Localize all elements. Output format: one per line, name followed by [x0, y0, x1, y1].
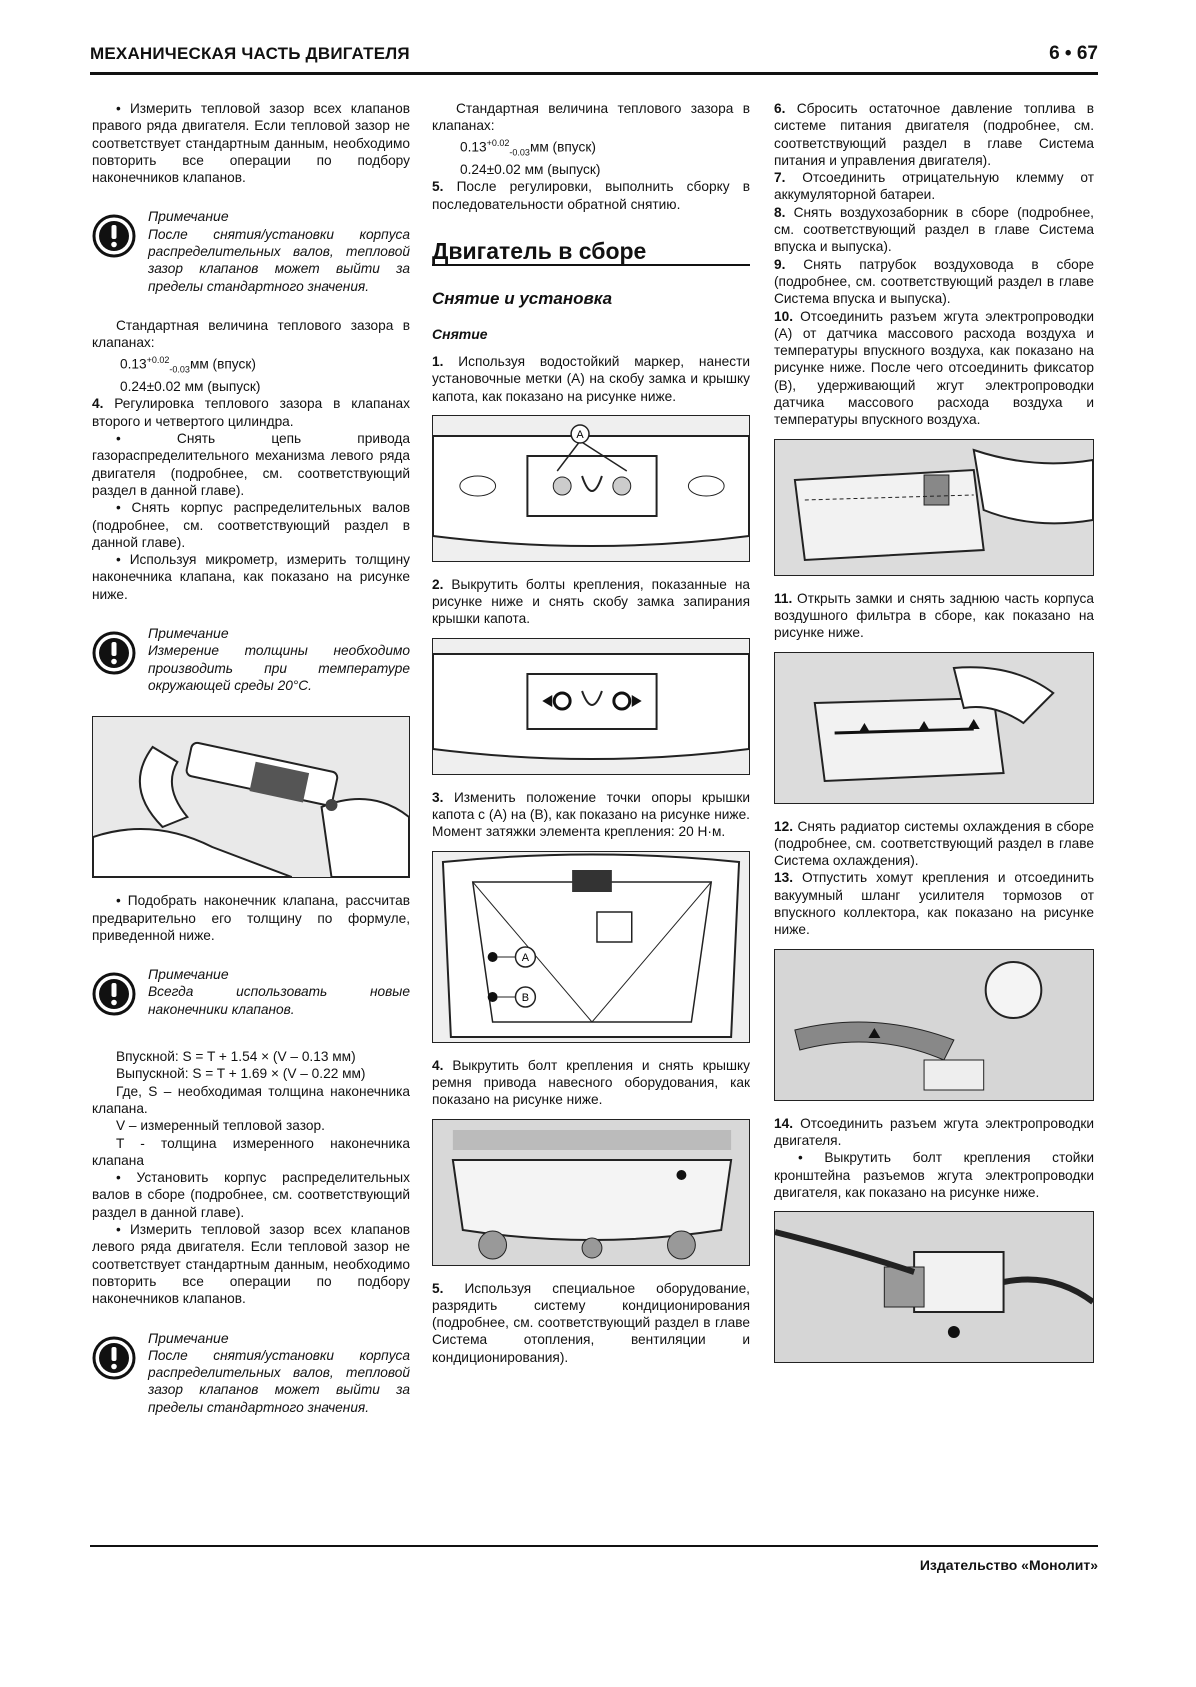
spec-line: $0.13^{+0.02}_{-0.03}мм$ (впуск)	[120, 354, 256, 374]
page-number: 6 • 67	[1049, 43, 1098, 64]
latch-bolts-figure	[432, 638, 750, 775]
step: 4. Выкрутить болт крепления и снять крышку ремня привода навесного оборудования, как показано на рисунке ниже.	[432, 1057, 750, 1108]
note-block	[92, 625, 410, 694]
publisher: Издательство «Монолит»	[919, 1557, 1098, 1573]
step: 10. Отсоединить разъем жгута электропроводки (А) от датчика массового расхода воздуха и температуры впускного воздуха, как показано на рисунке ниже. После чего отсоединить фиксатор (В), удерживающий жгут электропроводки датчика массового расхода воздуха и температуры впускного воздуха.	[774, 308, 1094, 428]
callout-a: A	[521, 951, 530, 964]
vacuum-hose-figure	[774, 949, 1094, 1101]
formula: V – измеренный тепловой зазор.	[116, 1118, 325, 1134]
note-text: После снятия/установки корпуса распределительных валов, тепловой зазор клапанов может выйти за пределы стандартного значения.	[148, 226, 410, 294]
hood-latch-figure	[432, 415, 750, 562]
callout-b: B	[521, 991, 530, 1004]
column-1	[92, 100, 410, 1438]
note-heading: Примечание	[148, 208, 229, 225]
maf-sensor-figure	[774, 439, 1094, 576]
step: 4. Регулировка теплового зазора в клапанах второго и четвертого цилиндра.	[92, 396, 410, 429]
step: 13. Отпустить хомут крепления и отсоединить вакуумный шланг усилителя тормозов от впускного коллектора, как показано на рисунке ниже.	[774, 870, 1094, 938]
exclamation-icon	[92, 214, 136, 258]
formula: Выпускной: S = T + 1.69 × (V – 0.22 мм)	[116, 1066, 366, 1082]
callout-a: A	[576, 428, 584, 441]
note-text: Измерение толщины необходимо производить при температуре окружающей среды 20°С.	[148, 643, 410, 693]
paragraph: • Измерить тепловой зазор всех клапанов правого ряда двигателя. Если тепловой зазор не соответствует стандартным данным, необходимо повторить все операции по подбору наконечников клапанов.	[92, 101, 410, 186]
step: 2. Выкрутить болты крепления, показанные на рисунке ниже и снять скобу замка запирания крышки капота.	[432, 576, 750, 627]
paragraph: Стандартная величина теплового зазора в клапанах:	[432, 101, 750, 134]
step: 9. Снять патрубок воздуховода в сборе (подробнее, см. соответствующий раздел в главе Система впуска и выпуска).	[774, 256, 1095, 307]
bullet: • Установить корпус распределительных валов в сборе (подробнее, см. соответствующий раздел в данной главе).	[92, 1170, 410, 1220]
paragraph: Стандартная величина теплового зазора в клапанах:	[92, 317, 410, 351]
hood-support-figure	[432, 851, 750, 1043]
note-heading: Примечание	[148, 966, 229, 983]
note-text: После снятия/установки корпуса распределительных валов, тепловой зазор клапанов может выйти за пределы стандартного значения.	[148, 1347, 410, 1415]
section-heading: Двигатель в сборе	[432, 243, 750, 266]
step: 3. Изменить положение точки опоры крышки капота с (А) на (В), как показано на рисунке ниже. Момент затяжки элемента крепления: 20 Н·м.	[432, 789, 750, 840]
step: 12. Снять радиатор системы охлаждения в сборе (подробнее, см. соответствующий раздел в главе Система охлаждения).	[774, 818, 1095, 869]
exclamation-icon	[92, 1336, 136, 1380]
step: 6. Сбросить остаточное давление топлива в системе питания двигателя (подробнее, см. соответствующий раздел в главе Система питания и управления двигателя).	[774, 101, 1094, 168]
micrometer-figure	[92, 716, 410, 878]
step: 5. Используя специальное оборудование, разрядить систему кондиционирования (подробнее, см. соответствующий раздел в главе Система отопления, вентиляции и кондиционирования).	[432, 1280, 750, 1365]
procedure-heading: Снятие	[432, 325, 488, 342]
step: 14. Отсоединить разъем жгута электропроводки двигателя.	[774, 1115, 1094, 1148]
formula: Впускной: S = T + 1.54 × (V – 0.13 мм)	[116, 1049, 356, 1065]
bullet: • Подобрать наконечник клапана, рассчитав предварительно его толщину по формуле, приведенной ниже.	[92, 893, 410, 943]
note-block	[92, 208, 410, 294]
column-3	[774, 100, 1094, 1377]
spec-line: 0.24±0.02 мм (выпуск)	[120, 379, 261, 395]
running-title: МЕХАНИЧЕСКАЯ ЧАСТЬ ДВИГАТЕЛЯ	[90, 44, 410, 63]
note-block	[92, 966, 410, 1026]
note-text: Всегда использовать новые наконечники клапанов.	[148, 984, 410, 1017]
bullet: • Снять корпус распределительных валов (подробнее, см. соответствующий раздел в данной главе).	[92, 500, 410, 550]
step: 1. Используя водостойкий маркер, нанести установочные метки (А) на скобу замка и крышку капота, как показано на рисунке ниже.	[432, 353, 750, 404]
page-header	[90, 40, 1098, 75]
air-filter-figure	[774, 652, 1094, 804]
footer-rule	[90, 1545, 1098, 1547]
step: 5. После регулировки, выполнить сборку в последовательности обратной снятию.	[432, 179, 750, 212]
spec-line: $0.13^{+0.02}_{-0.03}мм$ (впуск)	[460, 137, 596, 157]
formula: Где, S – необходимая толщина наконечника клапана.	[92, 1083, 410, 1116]
engine-cover-figure	[432, 1119, 750, 1266]
note-block	[92, 1330, 410, 1416]
exclamation-icon	[92, 972, 136, 1016]
bullet: • Снять цепь привода газораспределительного механизма левого ряда двигателя (подробнее, см. соответствующий раздел в данной главе).	[92, 431, 410, 498]
subsection-heading: Снятие и установка	[432, 289, 613, 309]
bullet: • Выкрутить болт крепления стойки кронштейна разъемов жгута электропроводки двигателя, как показано на рисунке ниже.	[774, 1150, 1094, 1200]
formula: T - толщина измеренного наконечника клапана	[92, 1135, 410, 1168]
step: 11. Открыть замки и снять заднюю часть корпуса воздушного фильтра в сборе, как показано на рисунке ниже.	[774, 590, 1094, 641]
bullet: • Используя микрометр, измерить толщину наконечника клапана, как показано на рисунке ниже.	[92, 552, 410, 602]
exclamation-icon	[92, 631, 136, 675]
note-heading: Примечание	[148, 1329, 229, 1346]
column-2	[432, 100, 750, 1366]
step: 8. Снять воздухозаборник в сборе (подробнее, см. соответствующий раздел в главе Система впуска и выпуска).	[774, 204, 1094, 255]
step: 7. Отсоединить отрицательную клемму от аккумуляторной батареи.	[774, 170, 1094, 203]
bullet: • Измерить тепловой зазор всех клапанов левого ряда двигателя. Если тепловой зазор не соответствует стандартным данным, необходимо повторить все операции по подбору наконечников клапанов.	[92, 1222, 410, 1307]
harness-bracket-figure	[774, 1211, 1094, 1363]
note-heading: Примечание	[148, 625, 229, 642]
spec-line: 0.24±0.02 мм (выпуск)	[460, 162, 601, 178]
